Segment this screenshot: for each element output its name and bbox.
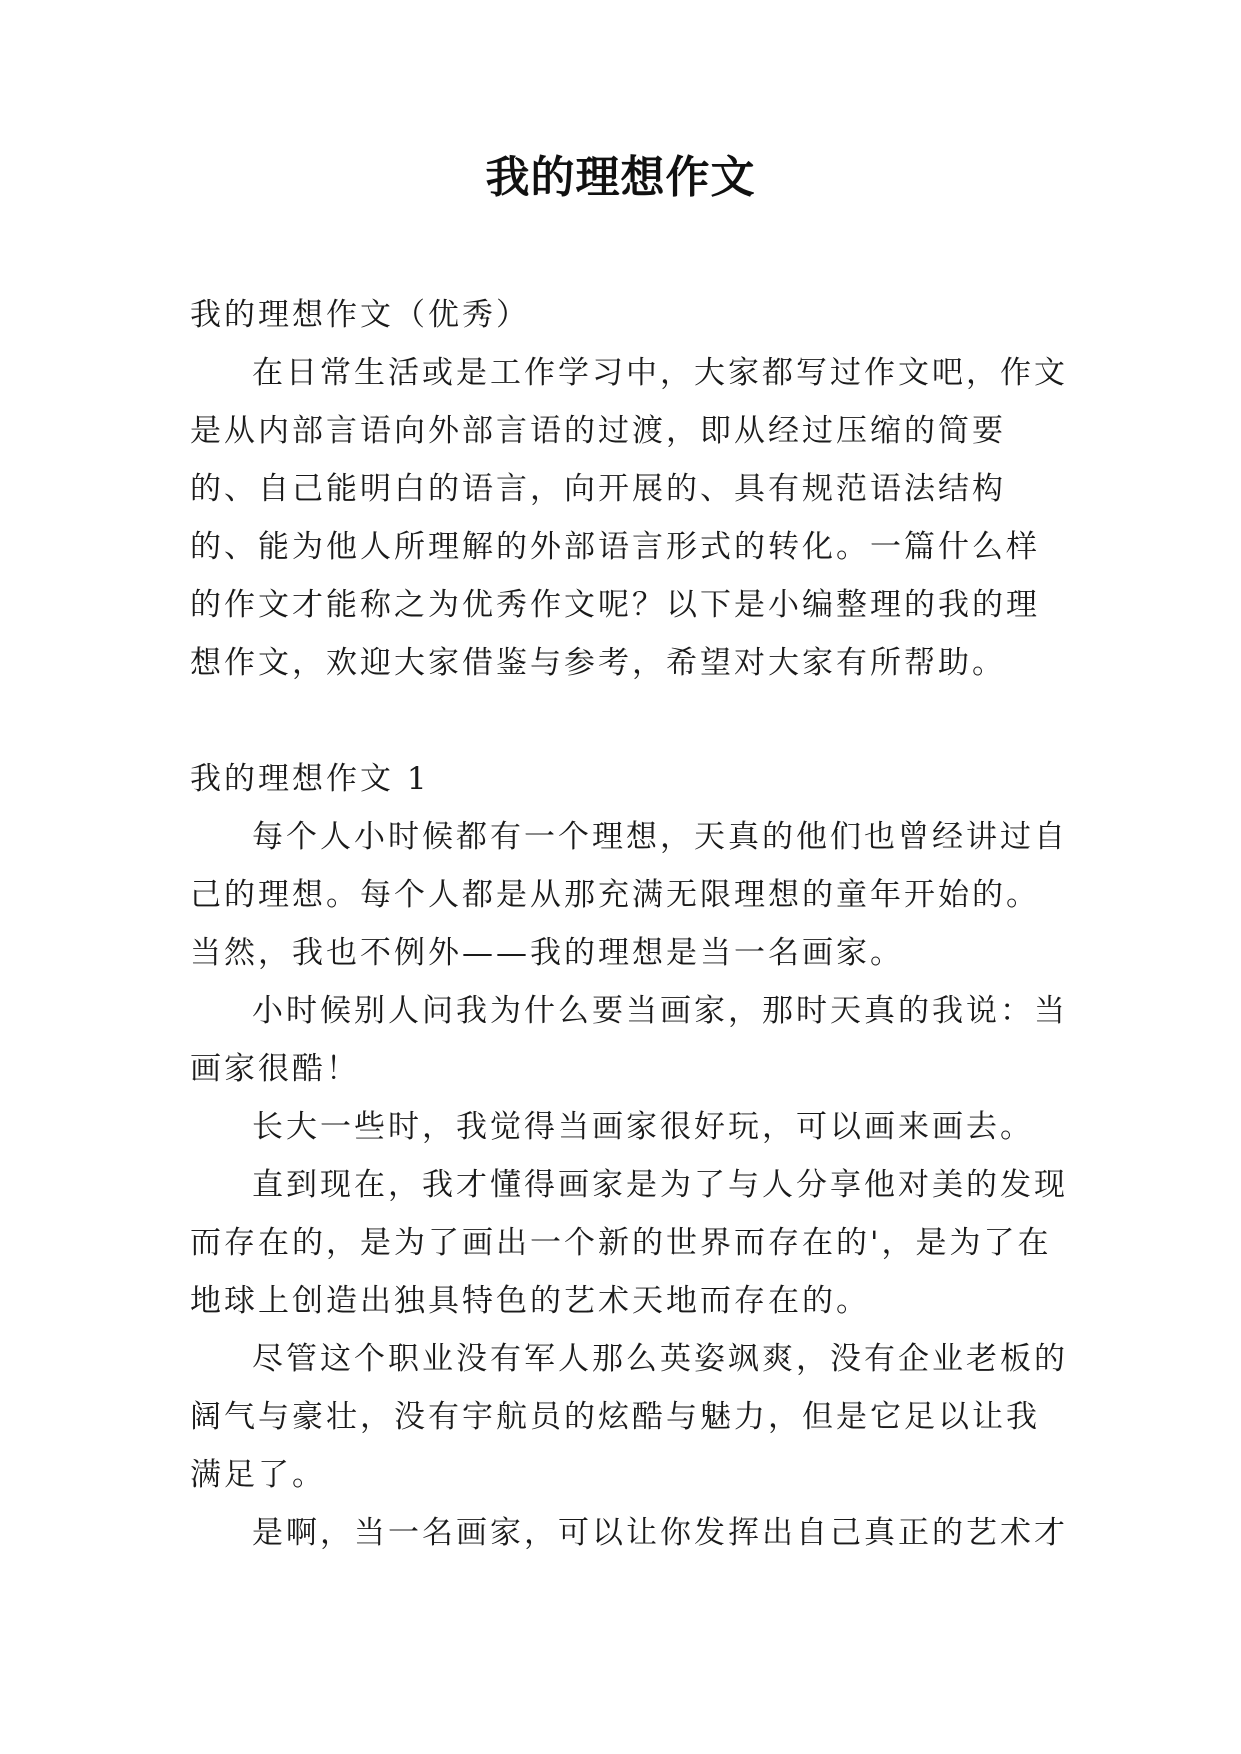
intro-paragraph: 在日常生活或是工作学习中，大家都写过作文吧，作文是从内部言语向外部言语的过渡，即从经过压缩的简要的、自己能明白的语言，向开展的、具有规范语法结构的、能为他人所理解的外部语言形式的转化。一篇什么样的作文才能称之为优秀作文呢？以下是小编整理的我的理想作文，欢迎大家借鉴与参考，希望对大家有所帮助。 (190, 355, 1068, 681)
body-paragraph: 每个人小时候都有一个理想，天真的他们也曾经讲过自己的理想。每个人都是从那充满无限理想的童年开始的。当然，我也不例外——我的理想是当一名画家。 (190, 819, 1068, 971)
body-paragraph: 直到现在，我才懂得画家是为了与人分享他对美的发现而存在的，是为了画出一个新的世界而存在的'，是为了在地球上创造出独具特色的艺术天地而存在的。 (190, 1167, 1068, 1319)
body-paragraph: 是啊，当一名画家，可以让你发挥出自己真正的艺术才 (252, 1515, 1068, 1551)
section-heading: 我的理想作文 1 (190, 761, 430, 797)
body-paragraph: 小时候别人问我为什么要当画家，那时天真的我说：当画家很酷！ (190, 993, 1068, 1087)
body-paragraph: 长大一些时，我觉得当画家很好玩，可以画来画去。 (252, 1109, 1034, 1145)
section-heading: 我的理想作文（优秀） (190, 297, 530, 333)
section-gap (190, 692, 1070, 750)
document-body (190, 286, 1070, 1562)
document-title: 我的理想作文 (485, 152, 756, 203)
body-paragraph: 尽管这个职业没有军人那么英姿飒爽，没有企业老板的阔气与豪壮，没有宇航员的炫酷与魅力，但是它足以让我满足了。 (190, 1341, 1068, 1493)
